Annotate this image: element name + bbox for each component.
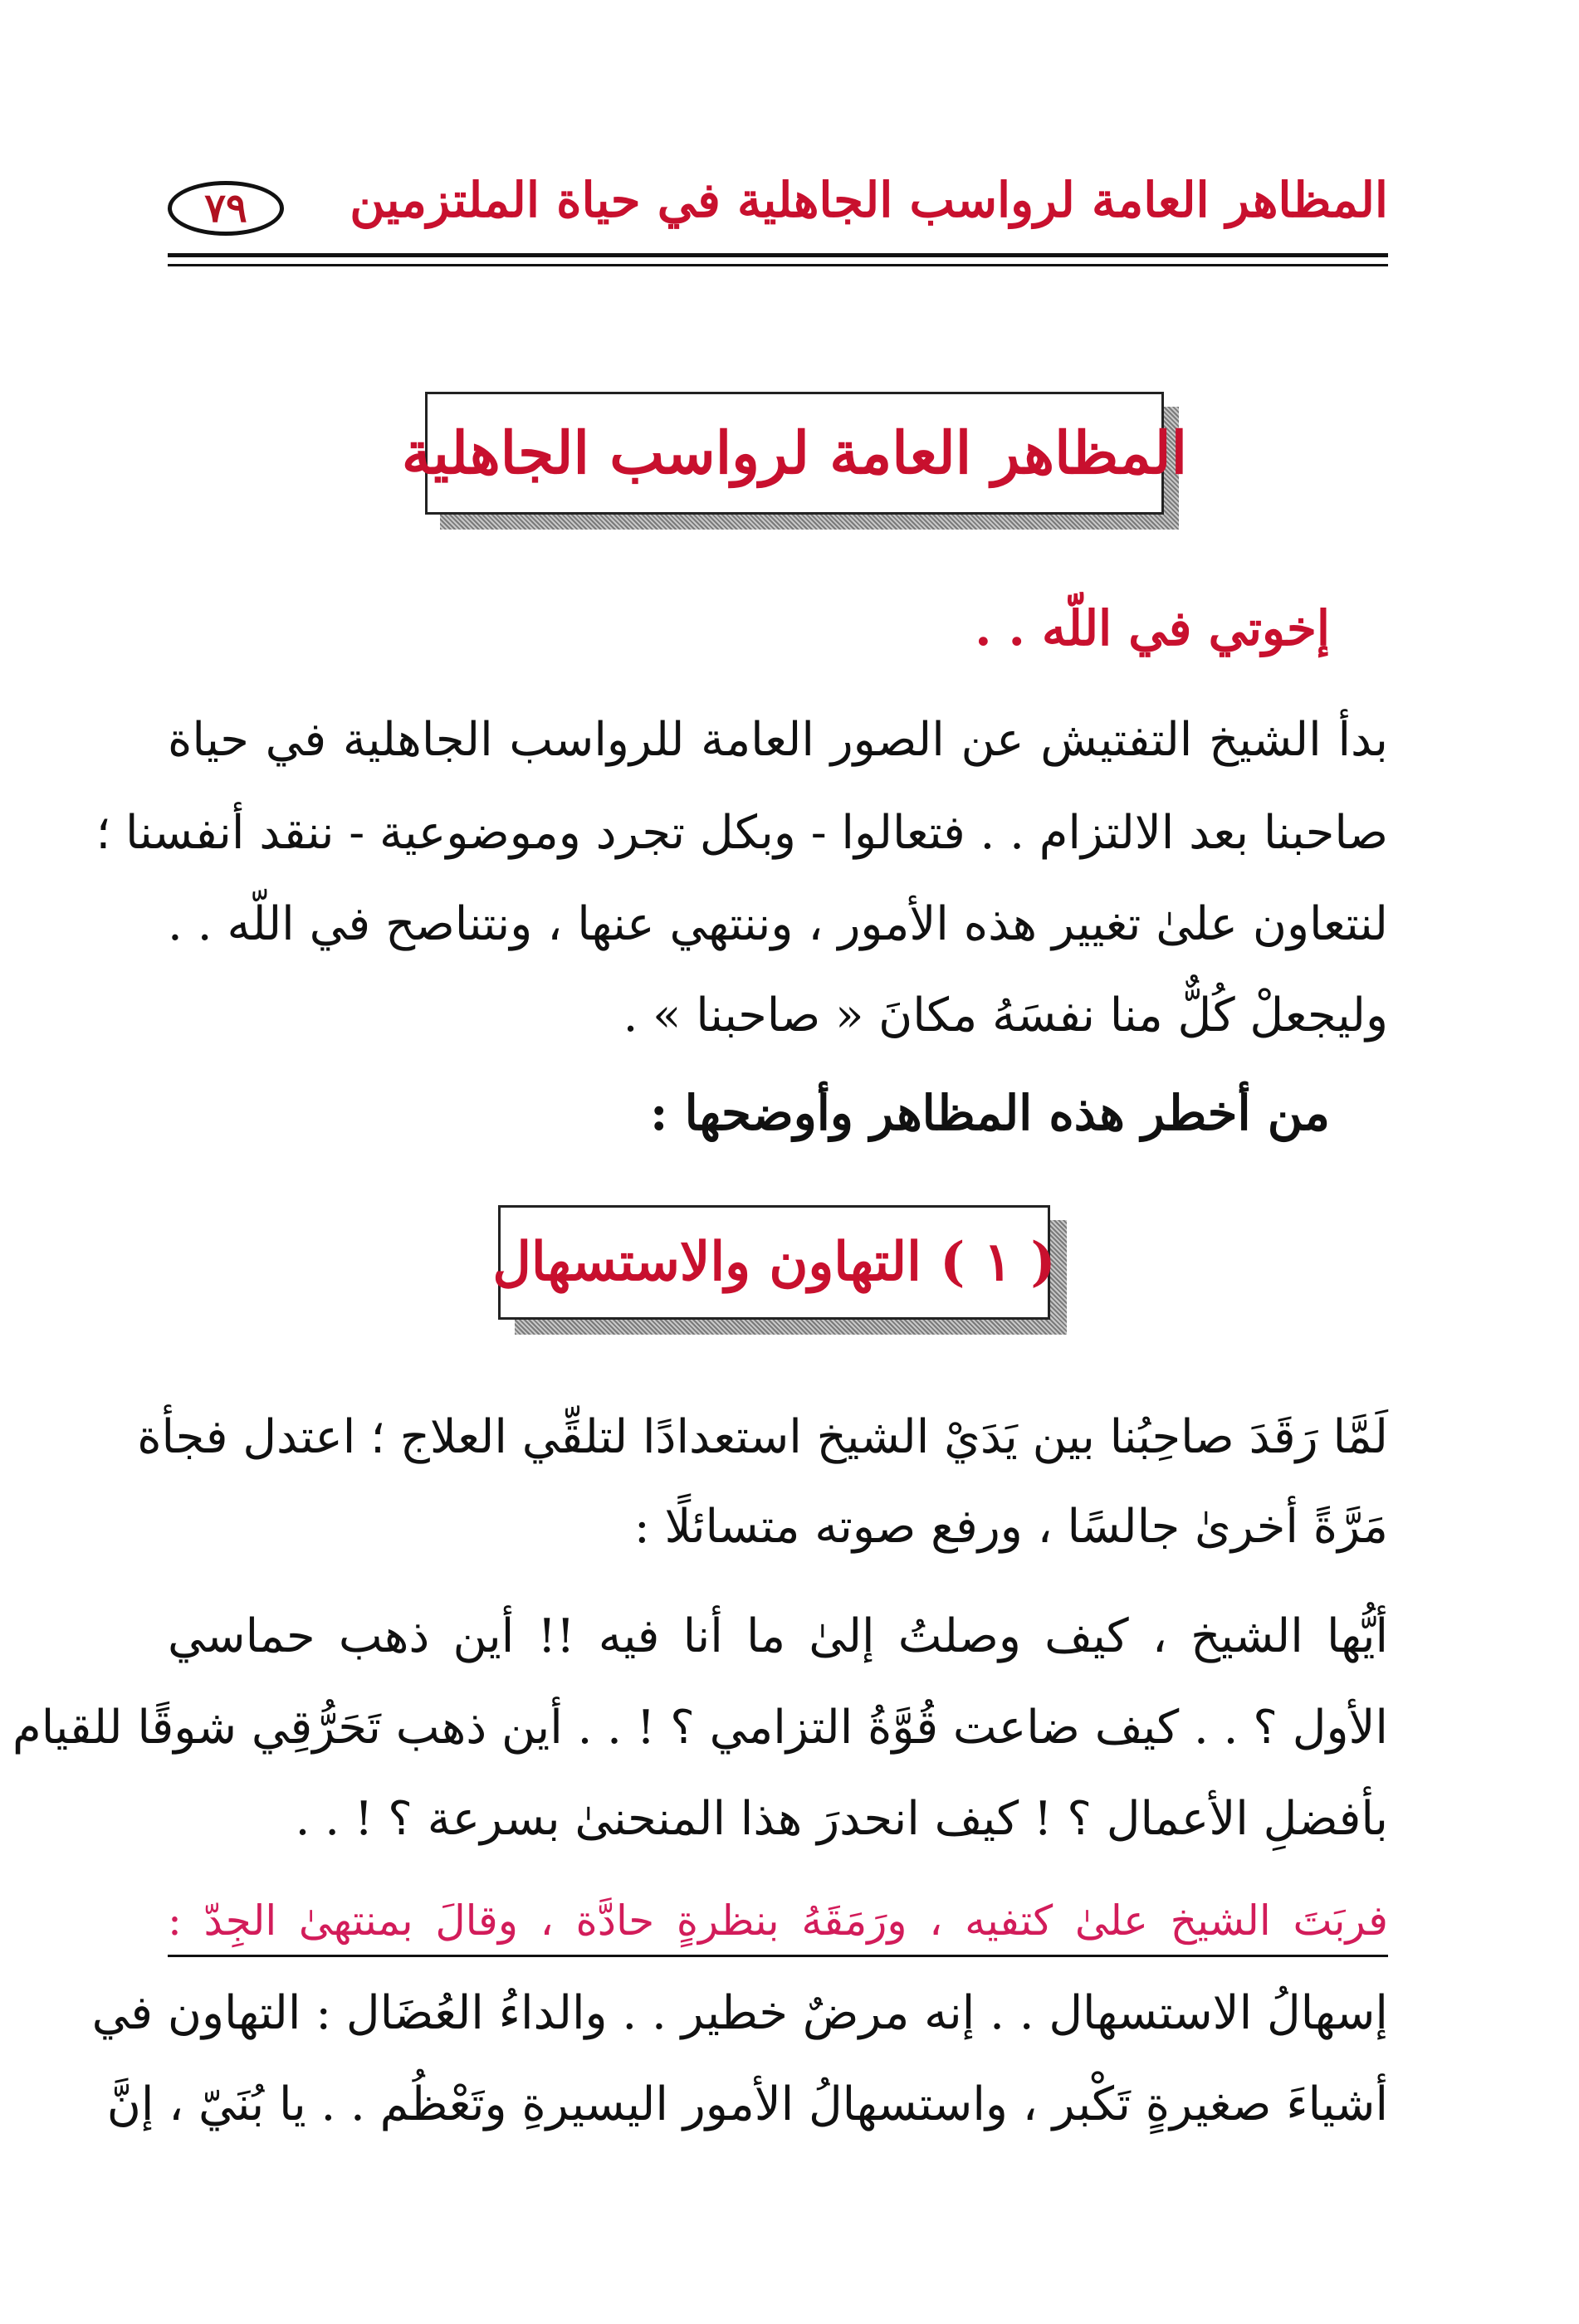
para2-line-2: الأول ؟ . . كيف ضاعت قُوَّةُ التزامي ؟ ! . . أين ذهب تَحَرُّقِي شوقًا للقيام — [12, 1701, 1388, 1755]
quote-line: فربَتَ الشيخ علىٰ كتفيه ، ورَمَقَهُ بنظرةٍ حادَّة ، وقالَ بمنتهىٰ الجِدّ : — [168, 1897, 1388, 1945]
subsection-title: ( ١ ) التهاون والاستسهال — [492, 1231, 1056, 1293]
para2-line-1: أيُّها الشيخ ، كيف وصلتُ إلىٰ ما أنا فيه !! أين ذهب حماسي — [168, 1609, 1388, 1663]
para1-line-2: مَرَّةً أخرىٰ جالسًا ، ورفع صوته متسائلًا : — [633, 1500, 1388, 1554]
list-intro: من أخطر هذه المظاهر وأوضحها : — [650, 1085, 1330, 1141]
quote-underline — [168, 1955, 1388, 1957]
para2-line-3: بأفضلِ الأعمال ؟ ! كيف انحدرَ هذا المنحنىٰ بسرعة ؟ ! . . — [295, 1792, 1388, 1846]
intro-line-3: لنتعاون علىٰ تغيير هذه الأمور ، وننتهي عنها ، ونتناصح في اللّه . . — [168, 897, 1388, 951]
para1-line-1: لَمَّا رَقَدَ صاحِبُنا بين يَدَيْ الشيخ استعدادًا لتلقِّي العلاج ؛ اعتدل فجأة — [137, 1410, 1388, 1464]
running-title: المظاهر العامة لرواسب الجاهلية في حياة الملتزمين — [350, 172, 1388, 228]
para3-line-2: أشياءَ صغيرةٍ تَكْبر ، واستسهالُ الأمور اليسيرةِ وتَعْظُم . . يا بُنَيّ ، إنَّ — [106, 2077, 1388, 2131]
page-number: ٧٩ — [168, 181, 284, 236]
section-title: المظاهر العامة لرواسب الجاهلية — [401, 418, 1188, 487]
para3-line-1: إسهالُ الاستسهال . . إنه مرضٌ خطير . . والداءُ العُضَال : التهاون في — [91, 1986, 1388, 2040]
header-rule-thin — [168, 264, 1388, 266]
intro-line-4: وليجعلْ كُلٌّ منا نفسَهُ مكانَ « صاحبنا » . — [623, 989, 1388, 1042]
intro-line-2: صاحبنا بعد الالتزام . . فتعالوا - وبكل تجرد وموضوعية - ننقد أنفسنا ؛ — [95, 806, 1388, 860]
subsection-title-box — [492, 1205, 1056, 1320]
section-title-box — [401, 392, 1188, 515]
intro-line-1: بدأ الشيخ التفتيش عن الصور العامة للرواسب الجاهلية في حياة — [168, 713, 1388, 767]
greeting: إخوتي في اللّه . . — [975, 600, 1330, 657]
header-rule-thick — [168, 253, 1388, 257]
